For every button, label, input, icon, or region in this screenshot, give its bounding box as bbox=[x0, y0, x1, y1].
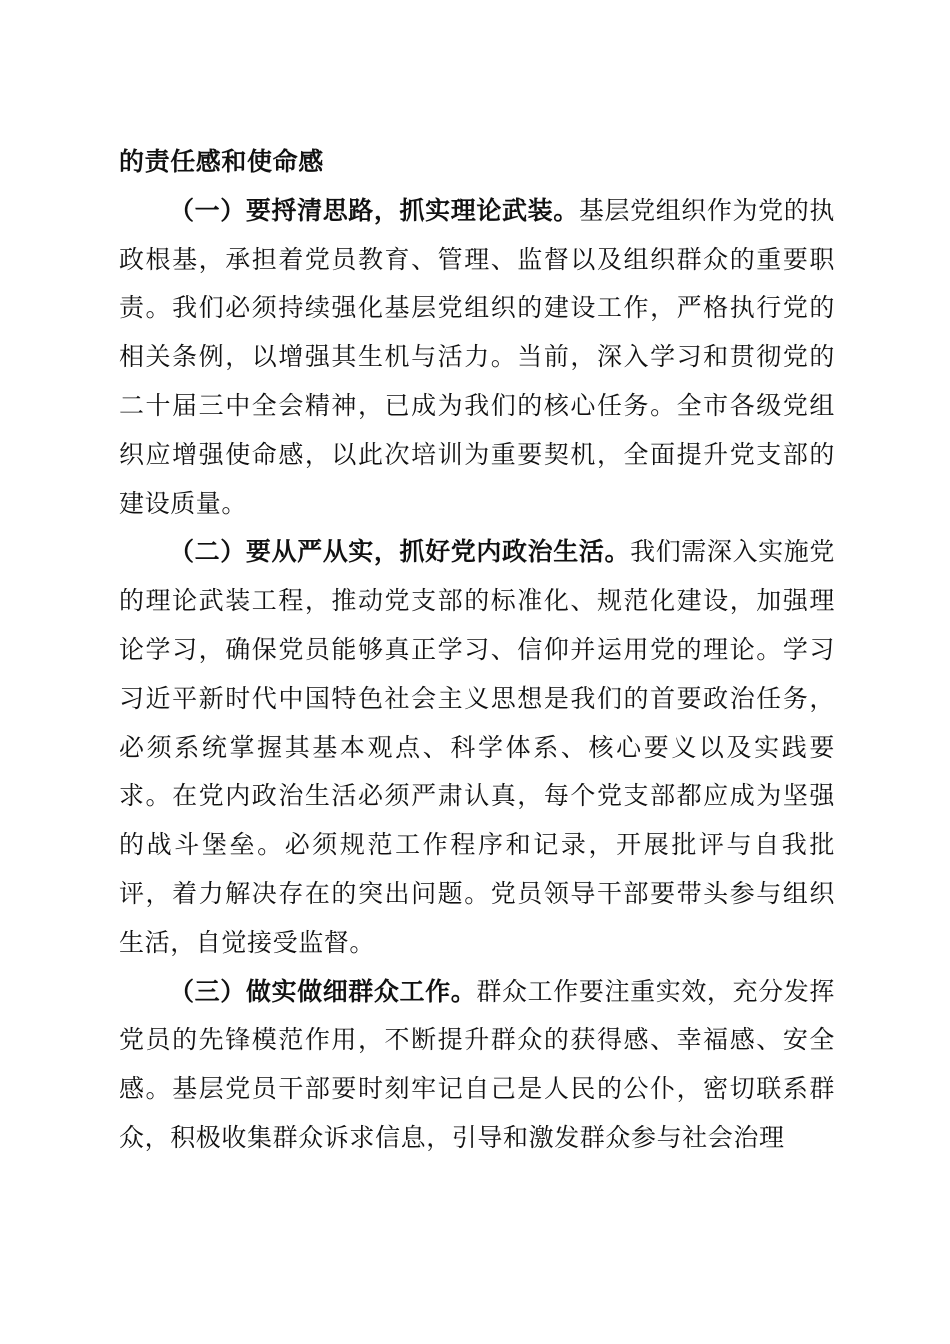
section-2-heading: （二）要从严从实，抓好党内政治生活。 bbox=[169, 537, 631, 567]
section-2-body: 我们需深入实施党的理论武装工程，推动党支部的标准化、规范化建设，加强理论学习，确保党员能够真正学习、信仰并运用党的理论。学习习近平新时代中国特色社会主义思想是我们的首要政治任务，必须系统掌握其基本观点、科学体系、核心要义以及实践要求。在党内政治生活必须严肃认真，每个党支部都应成为坚强的战斗堡垒。必须规范工作程序和记录，开展批评与自我批评，着力解决存在的突出问题。党员领导干部要带头参与组织生活，自觉接受监督。 bbox=[119, 537, 835, 957]
document-body bbox=[119, 138, 835, 1163]
section-1-paragraph bbox=[119, 187, 835, 529]
section-3-body: 群众工作要注重实效，充分发挥党员的先锋模范作用，不断提升群众的获得感、幸福感、安全感。基层党员干部要时刻牢记自己是人民的公仆，密切联系群众，积极收集群众诉求信息，引导和激发群众参与社会治理 bbox=[119, 976, 835, 1152]
section-3-paragraph bbox=[119, 968, 835, 1163]
section-3-heading: （三）做实做细群众工作。 bbox=[169, 976, 477, 1006]
section-1-body: 基层党组织作为党的执政根基，承担着党员教育、管理、监督以及组织群众的重要职责。我们必须持续强化基层党组织的建设工作，严格执行党的相关条例，以增强其生机与活力。当前，深入学习和贯彻党的二十届三中全会精神，已成为我们的核心任务。全市各级党组织应增强使命感，以此次培训为重要契机，全面提升党支部的建设质量。 bbox=[119, 195, 835, 518]
section-2-paragraph bbox=[119, 528, 835, 967]
section-1-heading: （一）要捋清思路，抓实理论武装。 bbox=[169, 195, 579, 225]
intro-fragment: 的责任感和使命感 bbox=[119, 147, 324, 176]
